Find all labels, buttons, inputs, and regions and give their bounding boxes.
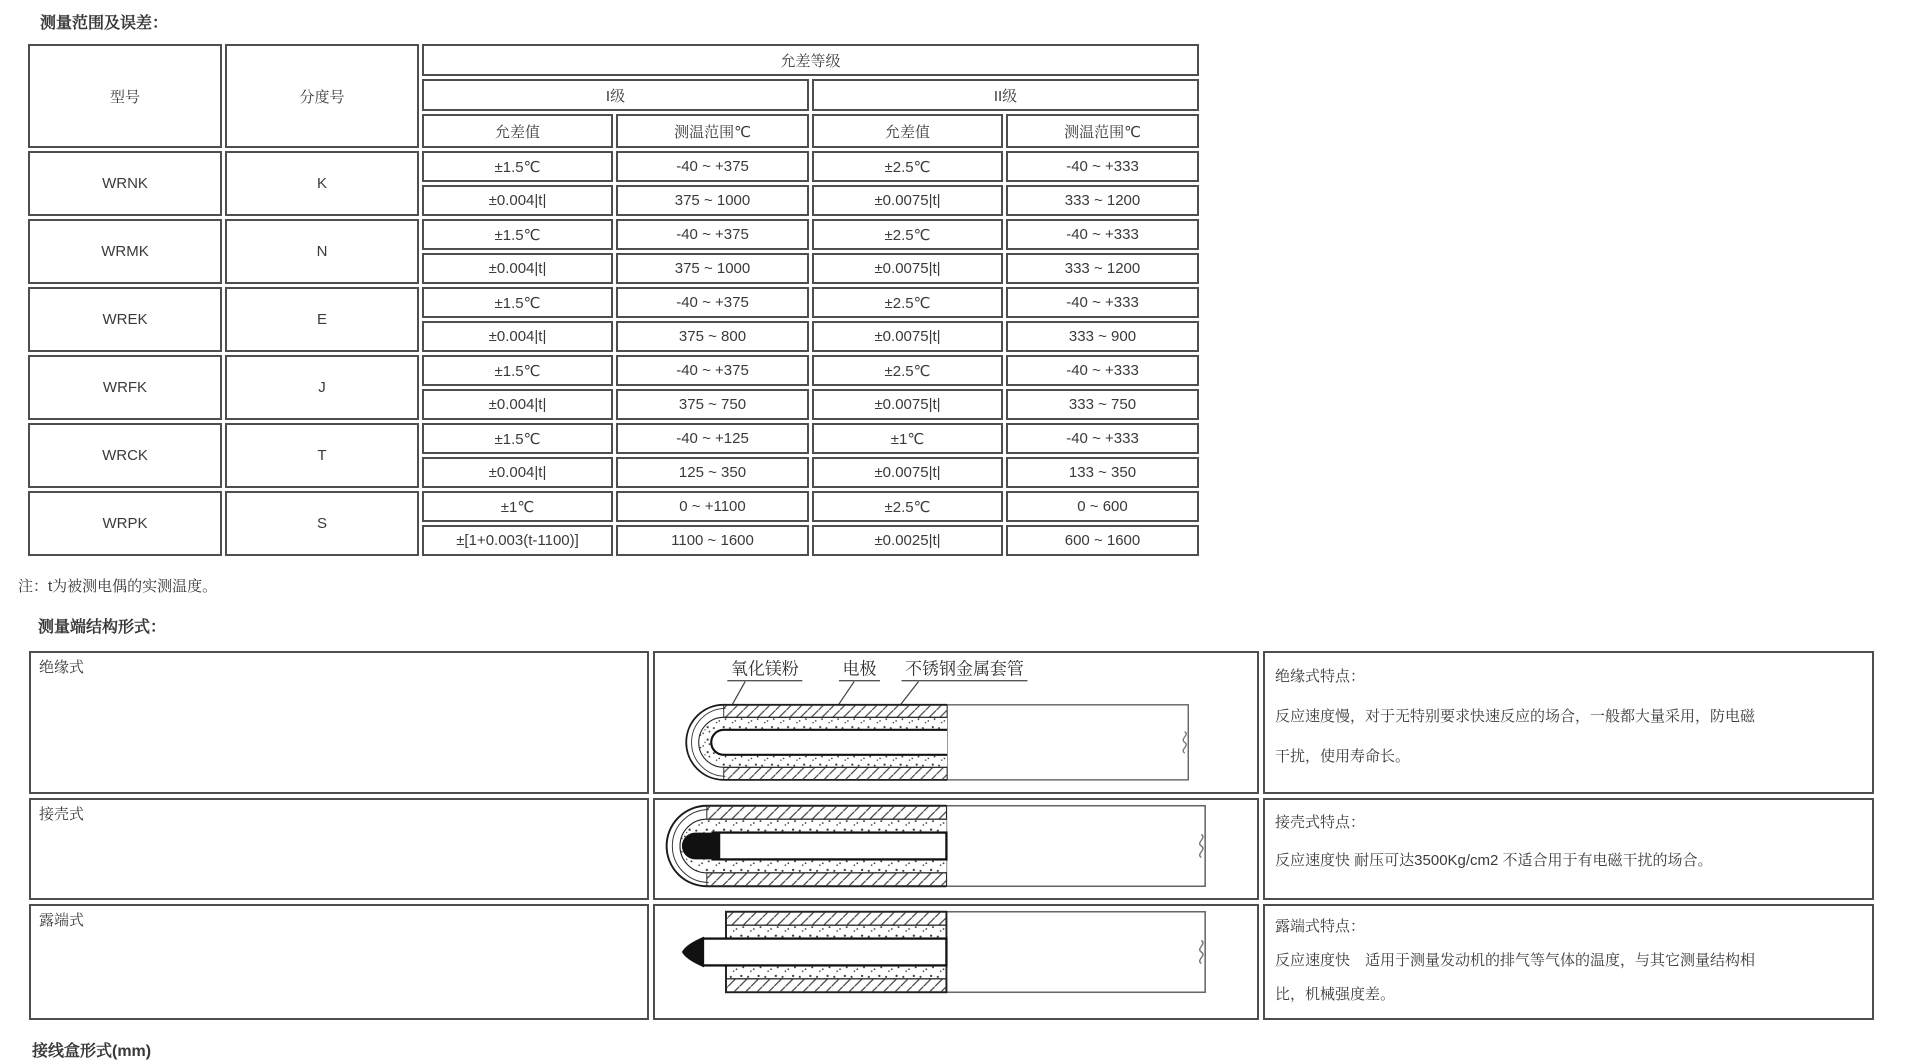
cell-g2-range: 333 ~ 1200 xyxy=(1006,185,1199,216)
cell-g1-range: 375 ~ 1000 xyxy=(616,253,809,284)
cell-g2-tolerance: ±0.0075|t| xyxy=(812,185,1003,216)
cell-g1-range: 375 ~ 1000 xyxy=(616,185,809,216)
table-row xyxy=(29,904,1874,1020)
table-row xyxy=(28,355,1199,386)
structure-table xyxy=(25,647,1878,1024)
cell-g2-range: -40 ~ +333 xyxy=(1006,287,1199,318)
feature-line: 反应速度快 耐压可达3500Kg/cm2 不适合用于有电磁干扰的场合。 xyxy=(1275,852,1713,869)
sheath-extension xyxy=(946,912,1205,993)
cell-g2-range: 600 ~ 1600 xyxy=(1006,525,1199,556)
cell-g1-tolerance: ±1.5℃ xyxy=(422,287,613,318)
hatch-band-top xyxy=(726,912,946,925)
cell-g2-tolerance: ±0.0075|t| xyxy=(812,321,1003,352)
cell-g2-tolerance: ±0.0075|t| xyxy=(812,389,1003,420)
type-label-shell-grounded: 接壳式 xyxy=(29,798,649,900)
sheath-extension xyxy=(946,806,1205,887)
cell-g1-tolerance: ±1.5℃ xyxy=(422,151,613,182)
hatch-band-bottom xyxy=(707,873,947,886)
grounded-type-diagram xyxy=(658,800,1254,892)
cell-model: WRFK xyxy=(28,355,222,420)
cell-model: WRCK xyxy=(28,423,222,488)
electrode-channel xyxy=(713,833,947,860)
table-row xyxy=(29,798,1874,900)
cell-g1-tolerance: ±[1+0.003(t-1100)] xyxy=(422,525,613,556)
table-row xyxy=(28,219,1199,250)
cell-model: WRNK xyxy=(28,151,222,216)
cell-g1-tolerance: ±0.004|t| xyxy=(422,185,613,216)
header-range-2: 测温范围℃ xyxy=(1006,114,1199,148)
diagram-label: 氧化镁粉 xyxy=(730,659,799,679)
header-row-grade xyxy=(28,44,1199,76)
table-row xyxy=(28,491,1199,522)
header-tolerance-1: 允差值 xyxy=(422,114,613,148)
cell-model: WRPK xyxy=(28,491,222,556)
table-footnote: 注：t为被测电偶的实测温度。 xyxy=(18,578,218,595)
cell-g2-range: -40 ~ +333 xyxy=(1006,151,1199,182)
hatch-band-bottom xyxy=(726,979,946,992)
cell-g1-tolerance: ±0.004|t| xyxy=(422,457,613,488)
header-range-1: 测温范围℃ xyxy=(616,114,809,148)
cell-g2-range: 333 ~ 900 xyxy=(1006,321,1199,352)
diagram-cell xyxy=(653,904,1259,1020)
diagram-cell xyxy=(653,798,1259,900)
section-title-structure: 测量端结构形式： xyxy=(38,619,167,636)
diagram-label: 电极 xyxy=(842,659,877,679)
cell-g2-range: -40 ~ +333 xyxy=(1006,355,1199,386)
cell-g1-range: -40 ~ +375 xyxy=(616,151,809,182)
cell-model: WREK xyxy=(28,287,222,352)
type-label-exposed: 露端式 xyxy=(29,904,649,1020)
cell-g1-tolerance: ±0.004|t| xyxy=(422,253,613,284)
header-tolerance-grade: 允差等级 xyxy=(422,44,1199,76)
section-title-measure-range: 测量范围及误差： xyxy=(40,15,169,32)
cell-g2-tolerance: ±0.0025|t| xyxy=(812,525,1003,556)
cell-g2-tolerance: ±2.5℃ xyxy=(812,491,1003,522)
cell-g2-range: -40 ~ +333 xyxy=(1006,423,1199,454)
cell-g2-tolerance: ±2.5℃ xyxy=(812,287,1003,318)
cell-g1-range: -40 ~ +375 xyxy=(616,355,809,386)
electrode-channel xyxy=(703,939,946,966)
feature-cell xyxy=(1263,798,1874,900)
cell-g1-tolerance: ±1.5℃ xyxy=(422,219,613,250)
cell-index: S xyxy=(225,491,419,556)
header-grade-2: II级 xyxy=(812,79,1199,111)
document-page xyxy=(0,10,1920,1060)
section-title-junction-box: 接线盒形式(mm) xyxy=(32,1043,152,1060)
cell-index: E xyxy=(225,287,419,352)
diagram-cell xyxy=(653,651,1259,794)
header-tolerance-2: 允差值 xyxy=(812,114,1003,148)
cell-g2-tolerance: ±2.5℃ xyxy=(812,151,1003,182)
cell-g1-range: 0 ~ +1100 xyxy=(616,491,809,522)
header-index: 分度号 xyxy=(225,44,419,148)
table-row xyxy=(28,151,1199,182)
type-label-insulated: 绝缘式 xyxy=(29,651,649,794)
cell-g2-range: -40 ~ +333 xyxy=(1006,219,1199,250)
cell-g2-tolerance: ±2.5℃ xyxy=(812,355,1003,386)
spec-table xyxy=(25,41,1202,559)
cell-g1-tolerance: ±1.5℃ xyxy=(422,423,613,454)
grounded-junction-tip xyxy=(682,833,720,860)
cell-g1-tolerance: ±1℃ xyxy=(422,491,613,522)
diagram-label: 不锈钢金属套管 xyxy=(905,659,1024,679)
cell-g1-tolerance: ±0.004|t| xyxy=(422,389,613,420)
feature-title: 绝缘式特点： xyxy=(1275,668,1366,685)
cell-g1-range: -40 ~ +125 xyxy=(616,423,809,454)
header-grade-1: I级 xyxy=(422,79,809,111)
cell-index: J xyxy=(225,355,419,420)
cell-index: T xyxy=(225,423,419,488)
cell-index: N xyxy=(225,219,419,284)
table-row xyxy=(28,423,1199,454)
cell-g1-range: 1100 ~ 1600 xyxy=(616,525,809,556)
sheath-extension xyxy=(947,705,1188,780)
hatch-band-top xyxy=(707,806,947,819)
cell-g1-tolerance: ±1.5℃ xyxy=(422,355,613,386)
cell-g1-range: 375 ~ 800 xyxy=(616,321,809,352)
cell-g2-range: 0 ~ 600 xyxy=(1006,491,1199,522)
cell-g2-tolerance: ±0.0075|t| xyxy=(812,253,1003,284)
electrode-channel xyxy=(711,730,947,755)
hatch-band-top xyxy=(724,705,947,718)
feature-line: 反应速度慢，对于无特别要求快速反应的场合，一般都大量采用，防电磁 xyxy=(1275,708,1756,725)
feature-cell xyxy=(1263,651,1874,794)
feature-line: 干扰，使用寿命长。 xyxy=(1275,748,1411,765)
cell-g1-range: 375 ~ 750 xyxy=(616,389,809,420)
exposed-type-diagram xyxy=(658,906,1254,998)
cell-index: K xyxy=(225,151,419,216)
cell-g2-tolerance: ±2.5℃ xyxy=(812,219,1003,250)
feature-cell xyxy=(1263,904,1874,1020)
cell-model: WRMK xyxy=(28,219,222,284)
table-row xyxy=(29,651,1874,794)
cell-g1-tolerance: ±0.004|t| xyxy=(422,321,613,352)
cell-g2-range: 333 ~ 750 xyxy=(1006,389,1199,420)
cell-g2-range: 133 ~ 350 xyxy=(1006,457,1199,488)
hatch-band-bottom xyxy=(724,767,947,780)
exposed-junction-tip xyxy=(682,937,704,968)
cell-g1-range: -40 ~ +375 xyxy=(616,287,809,318)
feature-line: 比，机械强度差。 xyxy=(1275,986,1396,1003)
table-row xyxy=(28,287,1199,318)
cell-g2-tolerance: ±1℃ xyxy=(812,423,1003,454)
cell-g1-range: 125 ~ 350 xyxy=(616,457,809,488)
cell-g2-range: 333 ~ 1200 xyxy=(1006,253,1199,284)
feature-line: 反应速度快 适用于测量发动机的排气等气体的温度，与其它测量结构相 xyxy=(1275,952,1756,969)
header-model: 型号 xyxy=(28,44,222,148)
cell-g2-tolerance: ±0.0075|t| xyxy=(812,457,1003,488)
feature-title: 接壳式特点： xyxy=(1275,814,1366,831)
feature-title: 露端式特点： xyxy=(1275,918,1366,935)
insulated-type-diagram xyxy=(656,653,1256,787)
cell-g1-range: -40 ~ +375 xyxy=(616,219,809,250)
